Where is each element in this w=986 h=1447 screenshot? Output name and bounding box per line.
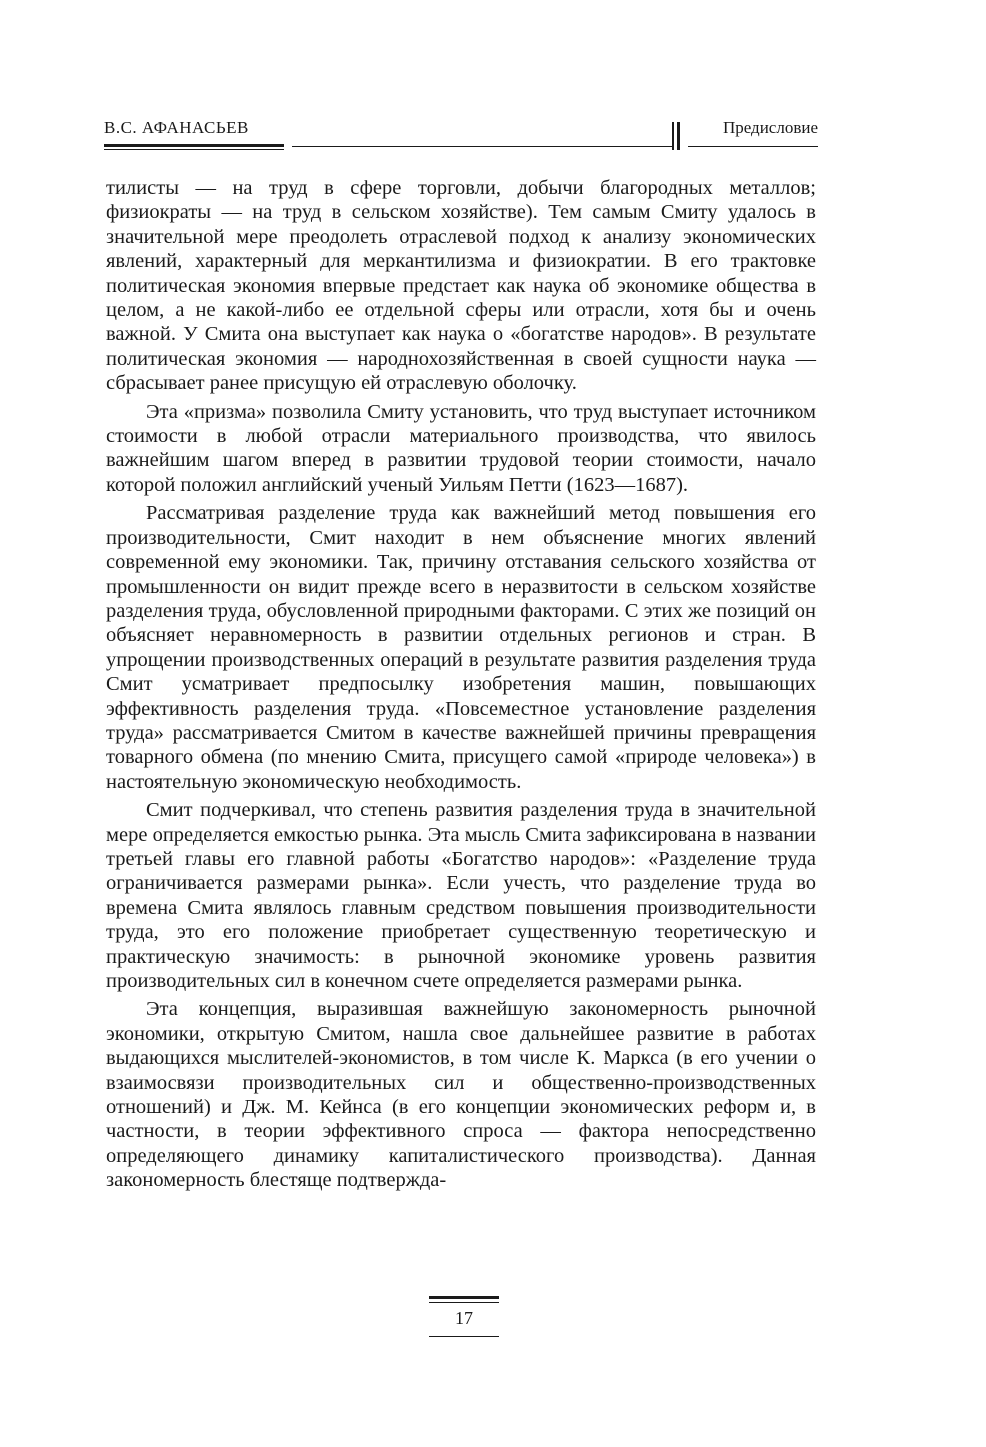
folio-bar-thin [429,1302,499,1303]
header-rule [292,146,672,147]
paragraph: Эта «призма» позволила Смиту установить, что труд выступает источником стоимости в любой отрасли материального производства, что явилось важнейшим шагом вперед в развитии трудовой теории стоимости, начало которой положил английский ученый Уильям Петти (1623—1687). [106,400,816,496]
page-number: 17 [455,1308,473,1328]
header-rule-end-mark-thick [677,122,680,150]
paragraph: Смит подчеркивал, что степень развития разделения труда в значительной мере определяется емкостью рынка. Эта мысль Смита зафиксирована в названии третьей главы его главной работы «Богатство народов»: «Разделение труда ограничивается размерами рынка». Если учесть, что разделение труда во времена Смита являлось главным средством повышения производительности труда, это его положение приобретает существенную теоретическую и практическую значимость: в рыночной экономике уровень развития производительных сил в конечном счете определяется размерами рынка. [106,799,816,992]
folio-rule [429,1336,499,1337]
paragraph: тилисты — на труд в сфере торговли, добычи благородных металлов; физиократы — на труд в сельском хозяйстве). Тем самым Смиту удалось в значительной мере преодолеть отраслевой подход к анализу экономических явлений, характерный для меркантилизма и физиократии. В его трактовке политическая экономия впервые предстает как наука об экономике общества в целом, а не какой-либо ее отдельной сферы или отрасли, хотя бы и очень важной. У Смита она выступает как наука о «богатстве народов». В результате политическая экономия — народнохозяйственная в своей сущности наука — сбрасывает ранее присущую ей отраслевую оболочку. [106,177,816,395]
main-text [106,176,816,1197]
header-author: В.С. АФАНАСЬЕВ [104,118,249,137]
header-author-underline-thick [104,144,284,147]
header-section-title: Предисловие [722,118,818,137]
running-header [104,108,818,152]
folio-bar-thick [429,1296,499,1299]
header-section-underline [688,146,818,147]
header-rule-end-mark [672,122,674,150]
paragraph: Рассматривая разделение труда как важнейший метод повышения его производительности, Смит находит в нем объяснение многих явлений современной ему экономики. Так, причину отставания сельского хозяйства от промышленности он видит прежде всего в неразвитости в сельском хозяйстве разделения труда, обусловленной природными факторами. С этих же позиций он объясняет неравномерность в развитии отдельных регионов и стран. В упрощении производственных операций в результате развития разделения труда Смит усматривает предпосылку изобретения машин, повышающих эффективность разделения труда. «Повсеместное установление разделения труда» рассматривается Смитом в качестве важнейшей причины превращения товарного обмена (по мнению Смита, присущего самой «природе человека») в настоятельную экономическую необходимость. [106,502,816,793]
paragraph: Эта концепция, выразившая важнейшую закономерность рыночной экономики, открытую Смитом, нашла свое дальнейшее развитие в работах выдающихся мыслителей-экономистов, в том числе К. Маркса (в его учении о взаимосвязи производительных сил и общественно-производственных отношений) и Дж. М. Кейнса (в его концепции экономических реформ и, в частности, в теории эффективного спроса — фактора непосредственно определяющего динамику капиталистического производства). Данная закономерность блестяще подтвержда- [106,998,816,1192]
page-footer [429,1296,499,1340]
header-author-underline-thin [104,149,284,150]
